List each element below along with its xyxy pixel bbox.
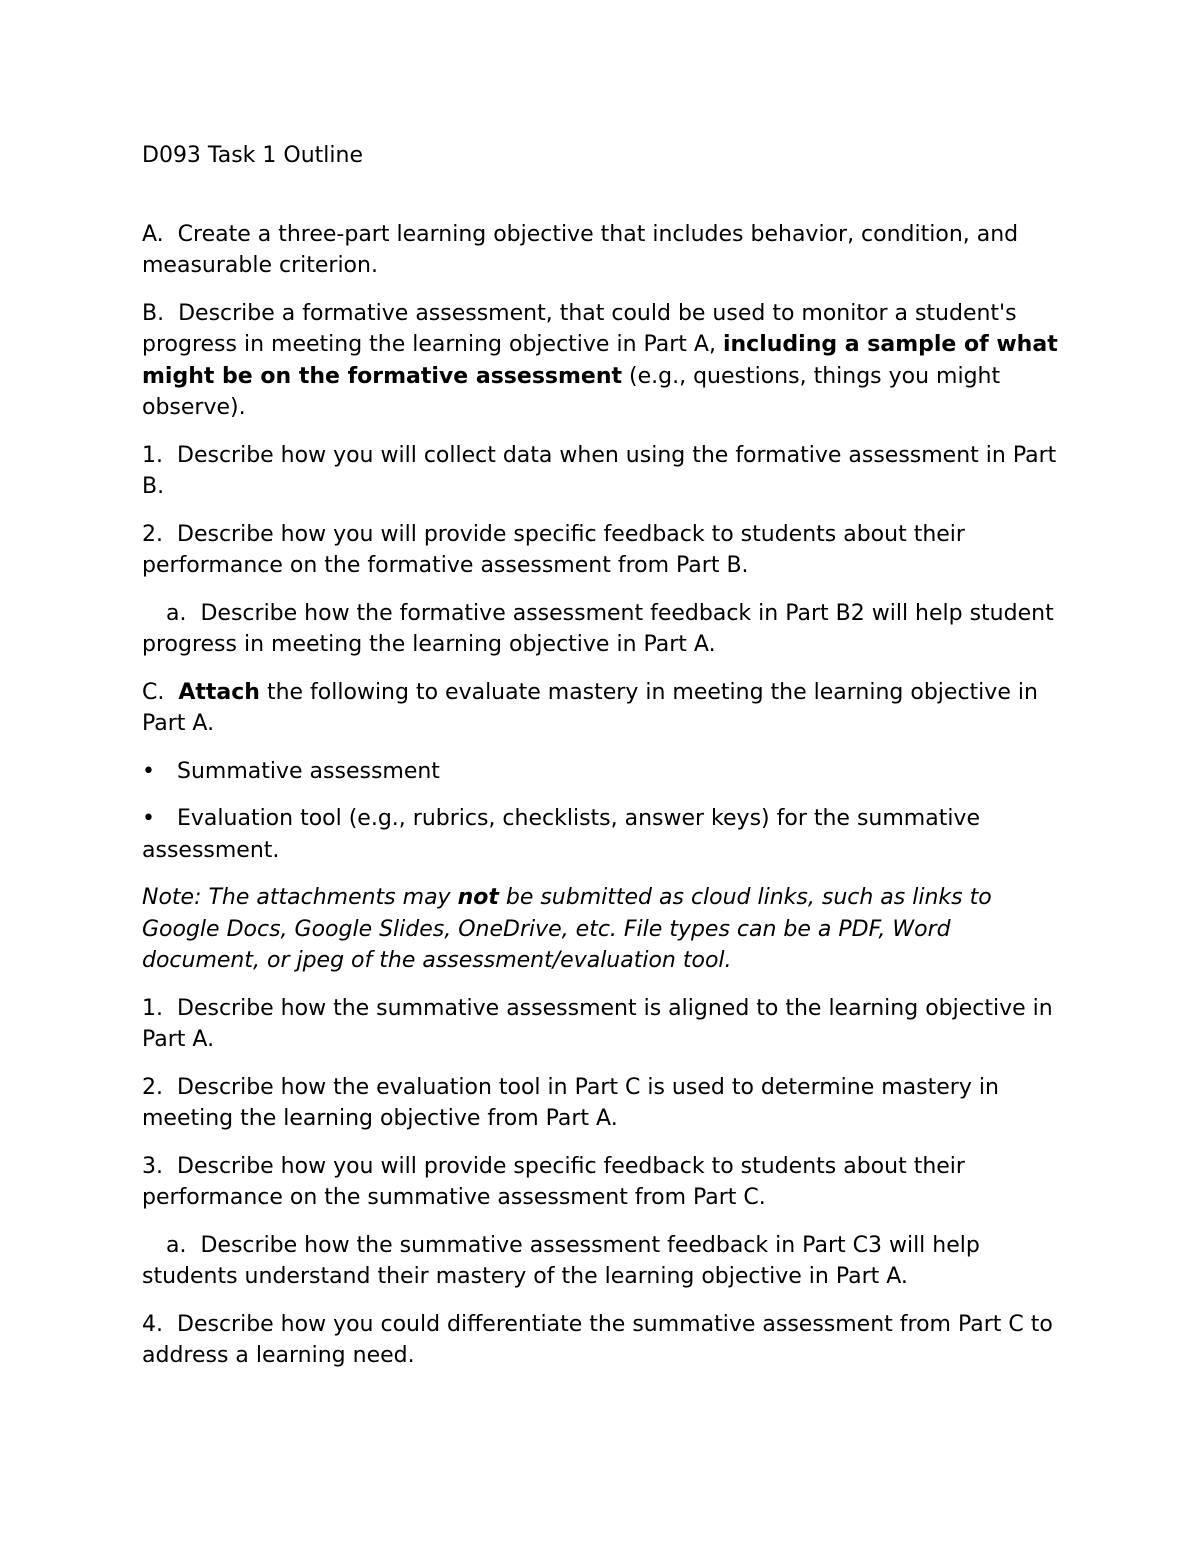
section-b — [142, 298, 1072, 424]
section-c1-text: Describe how the summative assessment is aligned to the learning objective in Part A. — [142, 995, 1053, 1052]
bullet-item-summative — [142, 756, 1072, 788]
section-b-text-end: (e.g., questions, things you might observe). — [142, 363, 1001, 420]
section-c3 — [142, 1151, 1072, 1214]
section-a-text: Create a three-part learning objective that includes behavior, condition, and measurable criterion. — [142, 221, 1019, 278]
section-a — [142, 219, 1072, 282]
section-c2-text: Describe how the evaluation tool in Part C is used to determine mastery in meeting the learning objective from Part A. — [142, 1074, 999, 1131]
bullet-icon: • — [142, 806, 155, 831]
section-c — [142, 677, 1072, 740]
document-title: D093 Task 1 Outline — [142, 143, 363, 168]
section-b1 — [142, 440, 1072, 503]
section-c4 — [142, 1309, 1072, 1372]
section-b2a-text: Describe how the formative assessment feedback in Part B2 will help student progress in meeting the learning objective in Part A. — [142, 600, 1054, 657]
section-b2a — [142, 598, 1072, 661]
section-c1-marker: 1. — [142, 995, 163, 1021]
section-c2-marker: 2. — [142, 1074, 163, 1100]
section-b2-text: Describe how you will provide specific feedback to students about their performance on the formative assessment from Part B. — [142, 521, 965, 578]
bullet-text: Evaluation tool (e.g., rubrics, checklists, answer keys) for the summative assessment. — [142, 806, 980, 863]
section-c3a — [142, 1230, 1072, 1293]
section-b2a-marker: a. — [166, 600, 187, 626]
section-c-text: the following to evaluate mastery in meeting the learning objective in Part A. — [142, 679, 1038, 736]
section-c1 — [142, 993, 1072, 1056]
section-c2 — [142, 1072, 1072, 1135]
note-text-end: be submitted as cloud links, such as links to Google Docs, Google Slides, OneDrive, etc. File types can be a PDF, Word document, or jpeg of the assessment/evaluation tool. — [142, 885, 992, 973]
section-b-bold-text: including a sample of what might be on the formative assessment — [142, 332, 1058, 389]
section-b1-marker: 1. — [142, 442, 163, 468]
section-b1-text: Describe how you will collect data when using the formative assessment in Part B. — [142, 442, 1057, 499]
section-c4-marker: 4. — [142, 1311, 163, 1337]
section-c3-text: Describe how you will provide specific feedback to students about their performance on the summative assessment from Part C. — [142, 1153, 965, 1210]
section-c-bold-text: Attach — [178, 679, 260, 705]
section-b-marker: B. — [142, 300, 165, 326]
section-c-marker: C. — [142, 679, 165, 705]
attachment-note — [142, 882, 1072, 977]
note-text: Note: The attachments may — [142, 885, 458, 910]
section-b2 — [142, 519, 1072, 582]
section-c3a-marker: a. — [166, 1232, 187, 1258]
section-c4-text: Describe how you could differentiate the summative assessment from Part C to address a learning need. — [142, 1311, 1053, 1368]
section-a-marker: A. — [142, 221, 164, 247]
document-body — [142, 140, 1072, 1388]
section-c3a-text: Describe how the summative assessment feedback in Part C3 will help students understand their mastery of the learning objective in Part A. — [142, 1232, 980, 1289]
section-c3-marker: 3. — [142, 1153, 163, 1179]
bullet-icon: • — [142, 758, 155, 784]
bullet-text: Summative assessment — [177, 758, 440, 784]
section-b-text: Describe a formative assessment, that could be used to monitor a student's progress in meeting the learning objective in Part A, — [142, 300, 1017, 357]
bullet-item-evaluation-tool — [142, 803, 1072, 866]
section-b2-marker: 2. — [142, 521, 163, 547]
note-bold-text: not — [457, 885, 499, 910]
